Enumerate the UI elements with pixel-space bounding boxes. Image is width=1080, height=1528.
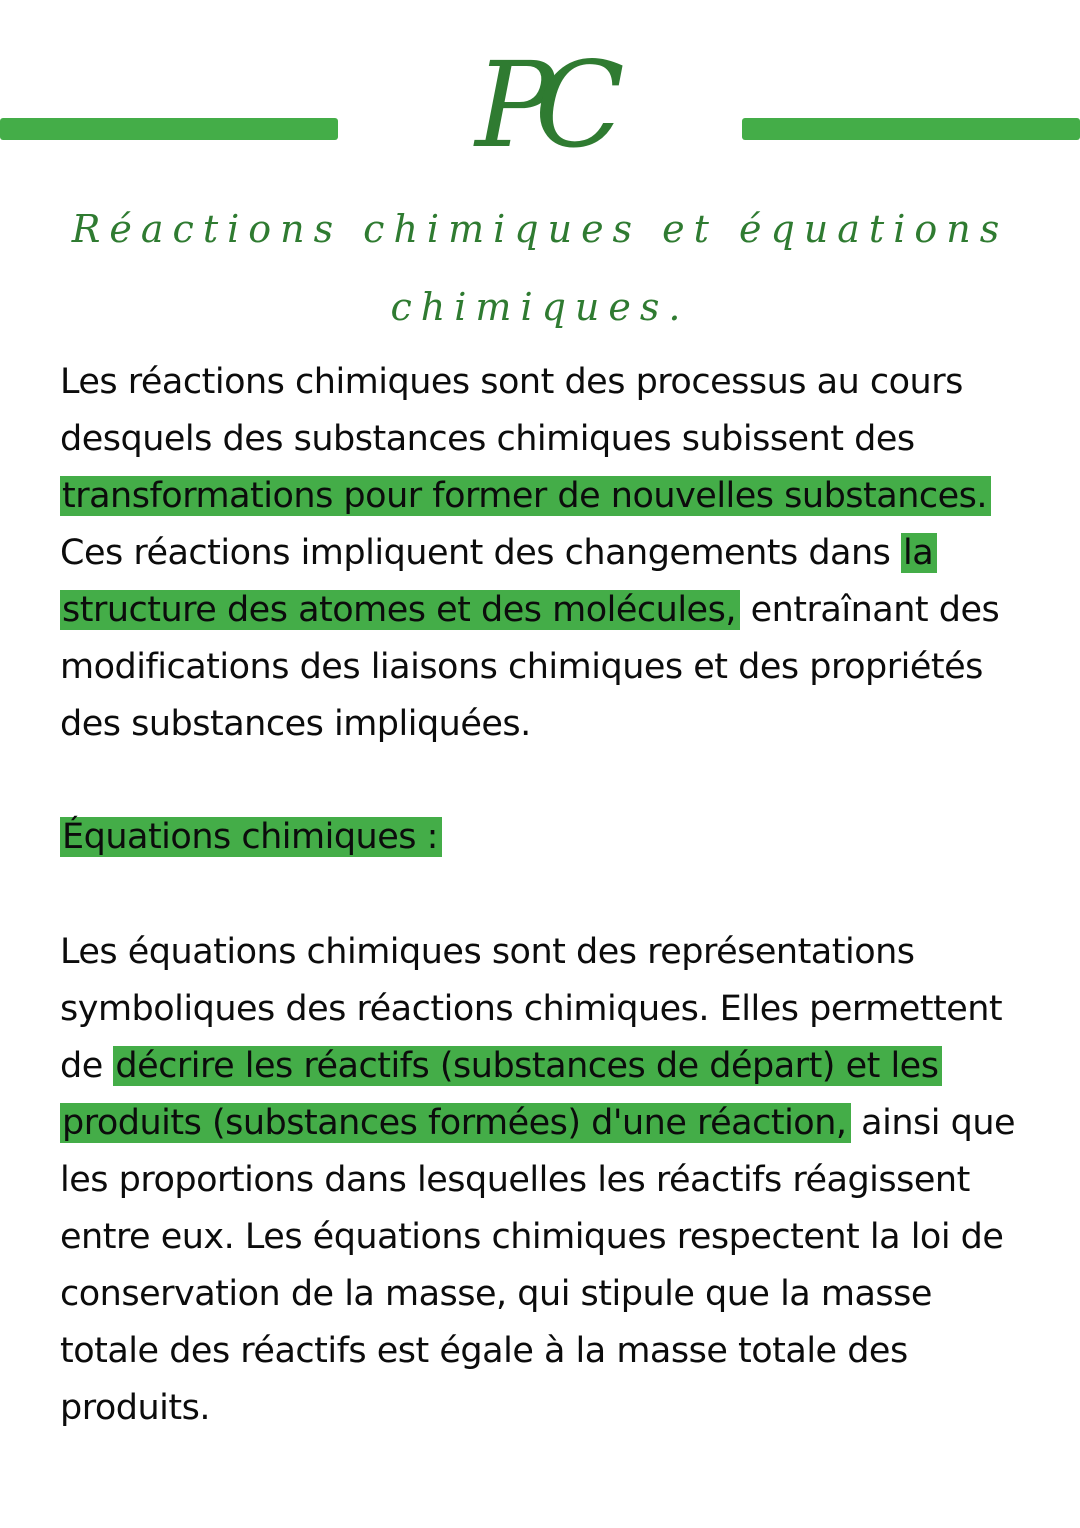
- equations-paragraph: [60, 924, 1030, 1437]
- heading-highlight: Équations chimiques :: [60, 817, 442, 857]
- decorative-rule-left: [0, 118, 338, 140]
- page-title: Réactions chimiques et équations chimiques.: [71, 207, 1009, 329]
- intro-text-1: Les réactions chimiques sont des processus au cours desquels des substances chimiques subissent des: [60, 362, 963, 459]
- highlight-reactifs: décrire les réactifs (substances de départ) et les produits (substances formées) d'une réaction,: [60, 1046, 942, 1143]
- equations-text-2: ainsi que les proportions dans lesquelles les réactifs réagissent entre eux. Les équations chimiques respectent la loi de conservation de la masse, qui stipule que la masse totale des réactifs est égale à la masse totale des produits.: [60, 1103, 1016, 1428]
- intro-text-3: entraînant des modifications des liaisons chimiques et des propriétés des substances impliquées.: [60, 590, 1000, 744]
- decorative-rule-right: [742, 118, 1080, 140]
- highlight-transformations: transformations pour former de nouvelles substances.: [60, 476, 991, 516]
- section-heading: [60, 809, 442, 866]
- intro-text-2: Ces réactions impliquent des changements dans: [60, 533, 902, 573]
- intro-paragraph: [60, 354, 1030, 753]
- highlight-structure: la structure des atomes et des molécules,: [60, 533, 937, 630]
- pc-logo: PC: [475, 36, 605, 174]
- equations-text-1: Les équations chimiques sont des représentations symboliques des réactions chimiques. Elles permettent de: [60, 932, 1003, 1086]
